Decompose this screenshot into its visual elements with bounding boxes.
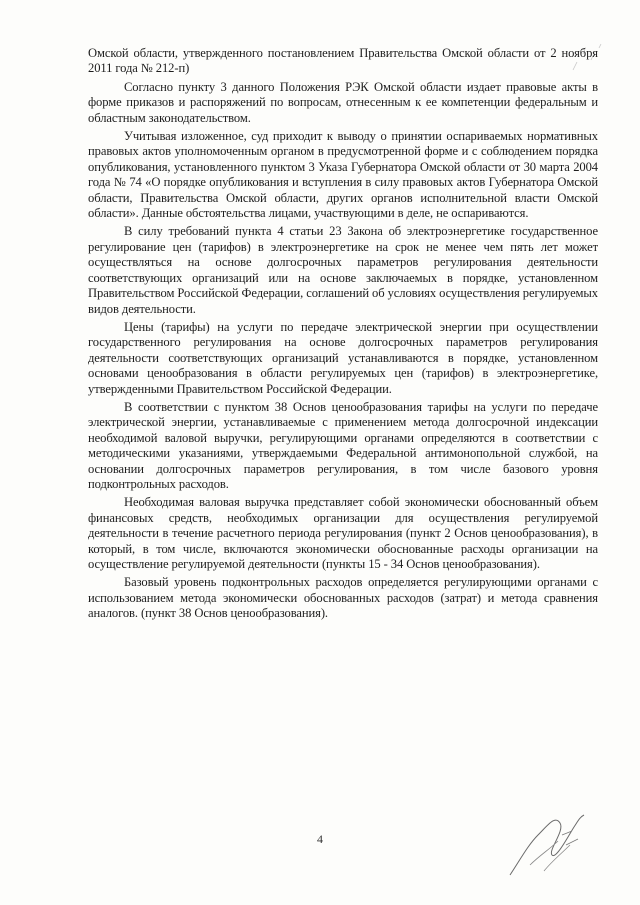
paragraph-6: В соответствии с пунктом 38 Основ ценообразования тарифы на услуги по передаче электрической энергии, устанавливаемые с применением метода долгосрочной индексации необходимой валовой выручки, регулирующими органами определяются в соответствии с методическими указаниями, утверждаемыми Федеральной антимонопольной службой, на основании долгосрочных параметров регулирования, в том числе базового уровня подконтрольных расходов. <box>88 399 598 491</box>
paragraph-4: В силу требований пункта 4 статьи 23 Закона об электроэнергетике государственное регулирование цен (тарифов) в электроэнергетике на срок не менее чем пять лет может осуществляться на основе долгосрочных параметров регулирования деятельности соответствующих организаций или на основе заключаемых в порядке, установленном Правительством Российской Федерации, соглашений об условиях осуществления регулируемых видов деятельности. <box>88 224 598 316</box>
paragraph-7: Необходимая валовая выручка представляет собой экономически обоснованный объем финансовых средств, необходимых организации для осуществления регулируемой деятельности в течение расчетного периода регулирования (пункт 2 Основ ценообразования), в который, в том числе, включаются экономически обоснованные расходы организации на осуществление регулируемой деятельности (пункты 15 - 34 Основ ценообразования). <box>88 495 598 571</box>
handwritten-signature <box>500 805 595 885</box>
page-number: 4 <box>317 832 323 846</box>
paragraph-3: Учитывая изложенное, суд приходит к выводу о принятии оспариваемых нормативных правовых актов уполномоченным органом в предусмотренной форме и с соблюдением порядка опубликования, установленного пунктом 3 Указа Губернатора Омской области от 30 марта 2004 года № 74 «О порядке опубликования и вступления в силу правовых актов Губернатора Омской области, Правительства Омской области, других органов исполнительной власти Омской области». Данные обстоятельства лицами, участвующими в деле, не оспариваются. <box>88 129 598 221</box>
paragraph-2: Согласно пункту 3 данного Положения РЭК Омской области издает правовые акты в форме приказов и распоряжений по вопросам, отнесенным к ее компетенции федеральным и областным законодательством. <box>88 79 598 125</box>
paragraph-5: Цены (тарифы) на услуги по передаче электрической энергии при осуществлении государственного регулирования на основе долгосрочных параметров регулирования деятельности соответствующих организаций устанавливаются в порядке, установленном основами ценообразования в области регулируемых цен (тарифов) в электроэнергетике, утвержденными Правительством Российской Федерации. <box>88 319 598 396</box>
paragraph-8: Базовый уровень подконтрольных расходов определяется регулирующими органами с использованием метода экономически обоснованных расходов (затрат) и метода сравнения аналогов. (пункт 38 Основ ценообразования). <box>88 575 598 621</box>
paragraph-1: Омской области, утвержденного постановлением Правительства Омской области от 2 ноября 2011 года № 212-п) <box>88 46 598 76</box>
document-body <box>88 46 598 625</box>
